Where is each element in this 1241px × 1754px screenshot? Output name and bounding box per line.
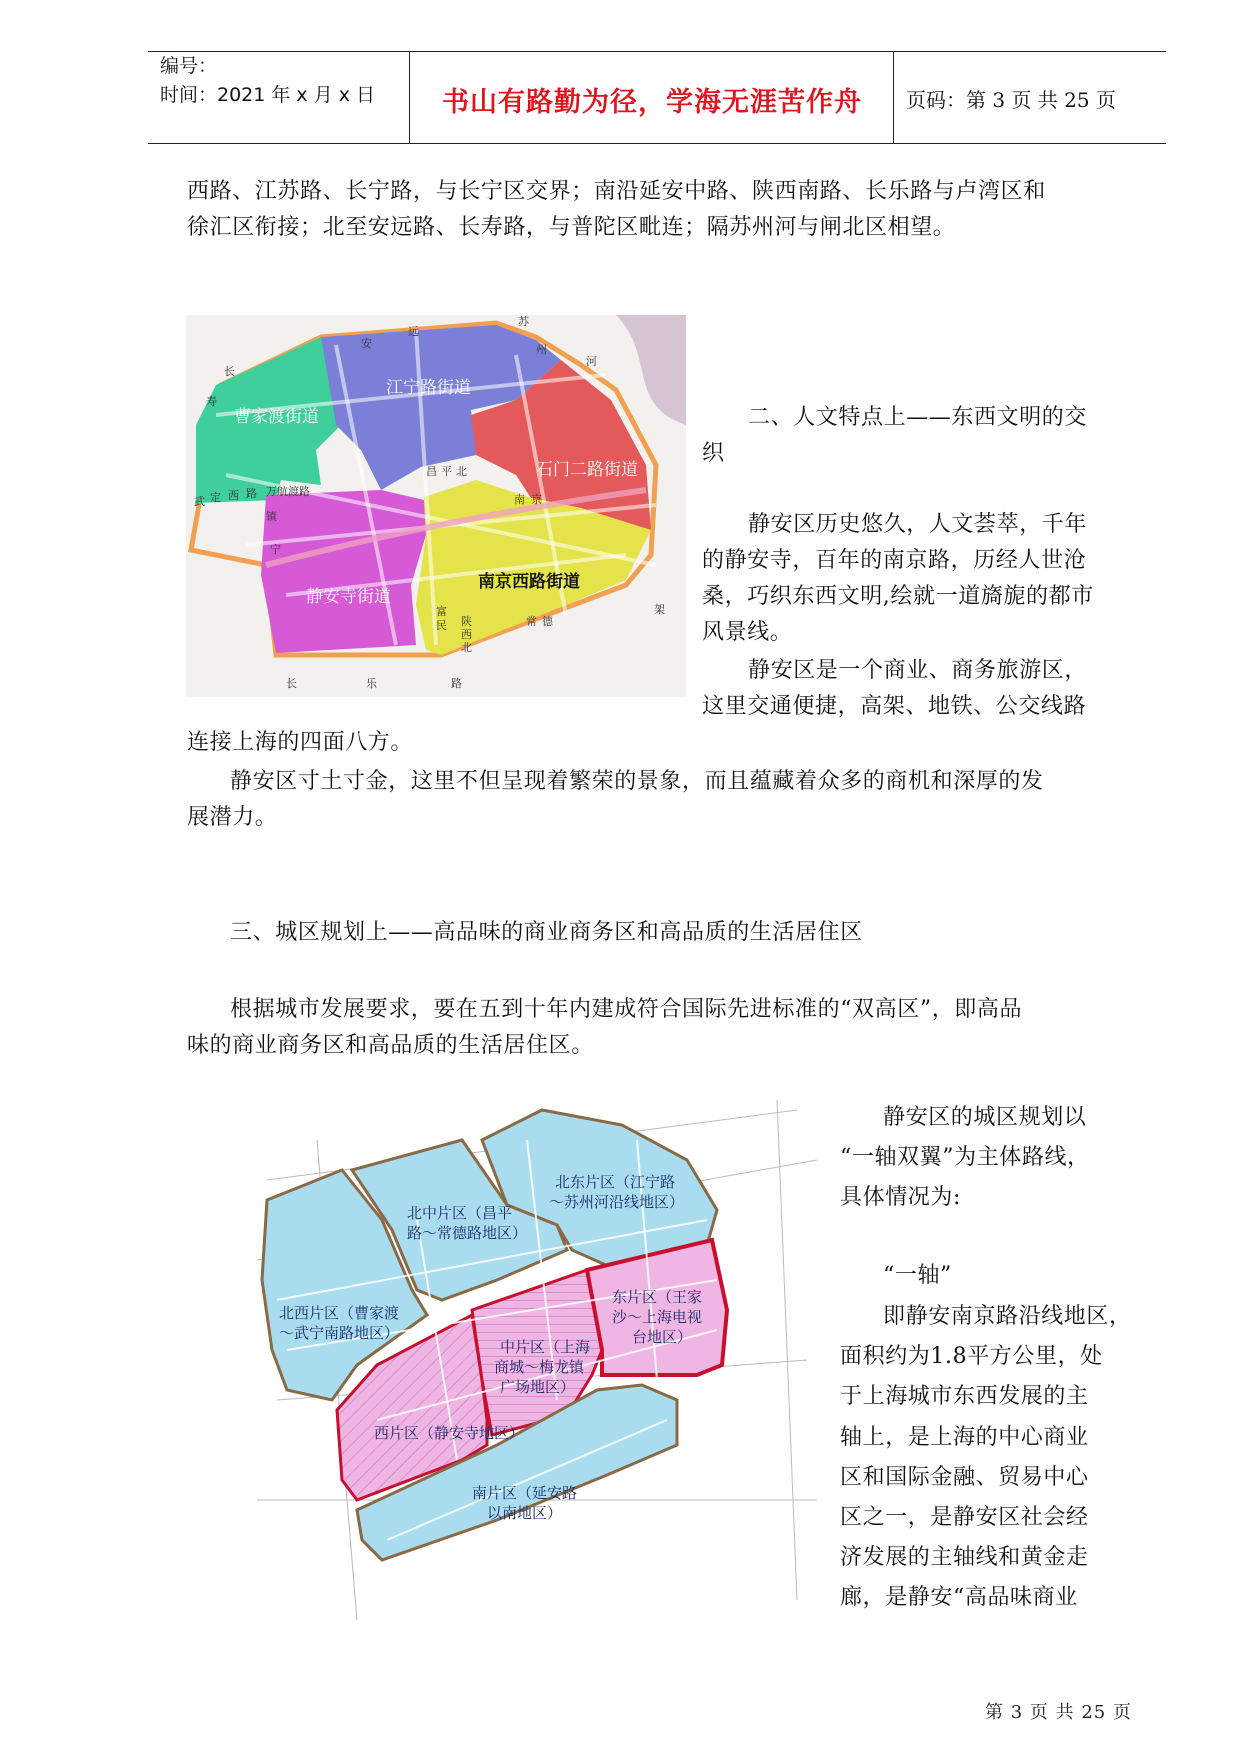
label-jiangning: 江宁路街道 xyxy=(386,378,471,398)
right-column-line-4: “一轴” xyxy=(883,1263,952,1288)
label-central-3: 广场地区） xyxy=(500,1378,576,1396)
label-east-2: 沙～上海电视 xyxy=(612,1308,703,1326)
paragraph-2-line-4: 风景线。 xyxy=(702,620,793,645)
svg-text:北: 北 xyxy=(456,465,467,478)
label-north-west-1: 北西片区（曹家渡 xyxy=(279,1304,400,1322)
svg-text:镇: 镇 xyxy=(266,510,277,523)
right-column-line-7: 于上海城市东西发展的主 xyxy=(840,1384,1089,1409)
svg-text:州: 州 xyxy=(536,343,547,356)
header-divider-left xyxy=(409,51,410,144)
label-east-1: 东片区（王家 xyxy=(612,1288,703,1306)
svg-text:路: 路 xyxy=(451,677,462,690)
svg-text:苏: 苏 xyxy=(518,315,529,328)
svg-text:富: 富 xyxy=(436,605,447,618)
serial-label: 编号： xyxy=(160,55,218,77)
svg-text:西: 西 xyxy=(228,489,239,502)
right-column-line-6: 面积约为1.8平方公里，处 xyxy=(840,1344,1103,1369)
paragraph-3-line-1: 静安区是一个商业、商务旅游区， xyxy=(748,658,1088,683)
time-label: 时间：2021 年 x 月 x 日 xyxy=(160,84,376,106)
svg-text:民: 民 xyxy=(436,619,447,632)
svg-text:万航渡路: 万航渡路 xyxy=(266,485,310,498)
district-jingansi xyxy=(261,490,426,653)
right-column-line-5: 即静安南京路沿线地区， xyxy=(883,1304,1132,1329)
right-column-line-11: 济发展的主轴线和黄金走 xyxy=(840,1545,1089,1570)
svg-text:平: 平 xyxy=(441,465,452,478)
right-column-line-3: 具体情况为: xyxy=(840,1185,962,1210)
paragraph-1-line-2: 徐汇区衔接；北至安远路、长寿路，与普陀区毗连；隔苏州河与闸北区相望。 xyxy=(187,215,956,240)
svg-text:远: 远 xyxy=(408,325,419,338)
label-shimen: 石门二路街道 xyxy=(536,460,638,480)
right-column-line-8: 轴上，是上海的中心商业 xyxy=(840,1425,1089,1450)
section-3-heading: 三、城区规划上——高品味的商业商务区和高品质的生活居住区 xyxy=(230,920,863,945)
section-2-heading-line-1: 二、人文特点上——东西文明的交 xyxy=(748,405,1088,430)
svg-text:西: 西 xyxy=(461,628,472,641)
right-column-line-10: 区之一，是静安区社会经 xyxy=(840,1505,1089,1530)
label-west: 西片区（静安寺地区） xyxy=(374,1424,525,1442)
svg-text:昌: 昌 xyxy=(426,465,437,478)
svg-text:河: 河 xyxy=(586,355,597,368)
paragraph-2-line-3: 桑，巧织东西文明,绘就一道旖旎的都市 xyxy=(702,584,1094,609)
right-column-line-2: “一轴双翼”为主体路线， xyxy=(840,1145,1090,1170)
header-bottom-rule xyxy=(148,143,1166,144)
svg-text:宁: 宁 xyxy=(270,543,281,556)
svg-text:路: 路 xyxy=(246,487,257,500)
svg-text:武: 武 xyxy=(194,495,205,508)
label-central-2: 商城～梅龙镇 xyxy=(494,1358,585,1376)
label-caojiadu: 曹家渡街道 xyxy=(234,407,319,427)
planning-zone-map xyxy=(257,1100,817,1640)
svg-text:安: 安 xyxy=(361,337,372,350)
label-north-east-2: ～苏州河沿线地区） xyxy=(549,1193,685,1211)
paragraph-5-line-2: 味的商业商务区和高品质的生活居住区。 xyxy=(187,1033,594,1058)
page-footer: 第 3 页 共 25 页 xyxy=(985,1702,1132,1723)
paragraph-2-line-1: 静安区历史悠久，人文荟萃，千年 xyxy=(748,512,1088,537)
svg-text:北: 北 xyxy=(461,641,472,654)
label-north-east-1: 北东片区（江宁路 xyxy=(555,1173,676,1191)
svg-text:架: 架 xyxy=(654,603,665,616)
svg-text:寿: 寿 xyxy=(206,395,217,408)
paragraph-4-line-1: 静安区寸土寸金，这里不但呈现着繁荣的景象，而且蕴藏着众多的商机和深厚的发 xyxy=(230,769,1044,794)
label-north-west-2: ～武宁南路地区） xyxy=(279,1324,400,1342)
header-divider-right xyxy=(893,51,894,144)
svg-text:常: 常 xyxy=(526,615,537,628)
right-column-line-1: 静安区的城区规划以 xyxy=(883,1105,1087,1130)
paragraph-3-line-2: 这里交通便捷，高架、地铁、公交线路 xyxy=(702,694,1087,719)
right-column-line-9: 区和国际金融、贸易中心 xyxy=(840,1465,1089,1490)
svg-text:长: 长 xyxy=(286,677,297,690)
label-south-2: 以南地区） xyxy=(487,1504,563,1522)
header-page-label: 页码：第 3 页 共 25 页 xyxy=(906,88,1116,112)
svg-text:德: 德 xyxy=(542,615,553,628)
label-north-central-2: 路～常德路地区） xyxy=(407,1224,528,1242)
paragraph-1-line-1: 西路、江苏路、长宁路，与长宁区交界；南沿延安中路、陕西南路、长乐路与卢湾区和 xyxy=(187,179,1046,204)
paragraph-2-line-2: 的静安寺，百年的南京路，历经人世沧 xyxy=(702,548,1087,573)
svg-text:南: 南 xyxy=(514,493,525,506)
paragraph-4-line-2: 展潜力。 xyxy=(187,805,278,830)
svg-text:定: 定 xyxy=(210,491,221,504)
right-column-line-12: 廊，是静安“高品味商业 xyxy=(840,1585,1078,1610)
paragraph-3-line-3: 连接上海的四面八方。 xyxy=(187,730,414,755)
label-jingansi: 静安寺街道 xyxy=(306,587,391,607)
svg-text:陕: 陕 xyxy=(461,615,472,628)
district-street-map xyxy=(186,315,686,697)
paragraph-5-line-1: 根据城市发展要求，要在五到十年内建成符合国际先进标准的“双高区”，即高品 xyxy=(230,997,1023,1022)
header-motto: 书山有路勤为径，学海无涯苦作舟 xyxy=(442,87,862,118)
section-2-heading-line-2: 织 xyxy=(702,441,725,466)
svg-text:京: 京 xyxy=(531,493,542,506)
label-central-1: 中片区（上海 xyxy=(500,1338,591,1356)
label-south-1: 南片区（延安路 xyxy=(472,1484,578,1502)
header-meta xyxy=(160,52,375,110)
label-north-central-1: 北中片区（昌平 xyxy=(407,1204,513,1222)
label-east-3: 台地区） xyxy=(632,1328,693,1346)
svg-text:长: 长 xyxy=(224,365,235,378)
svg-text:乐: 乐 xyxy=(366,677,377,690)
label-nanjingxilu: 南京西路街道 xyxy=(478,572,580,592)
